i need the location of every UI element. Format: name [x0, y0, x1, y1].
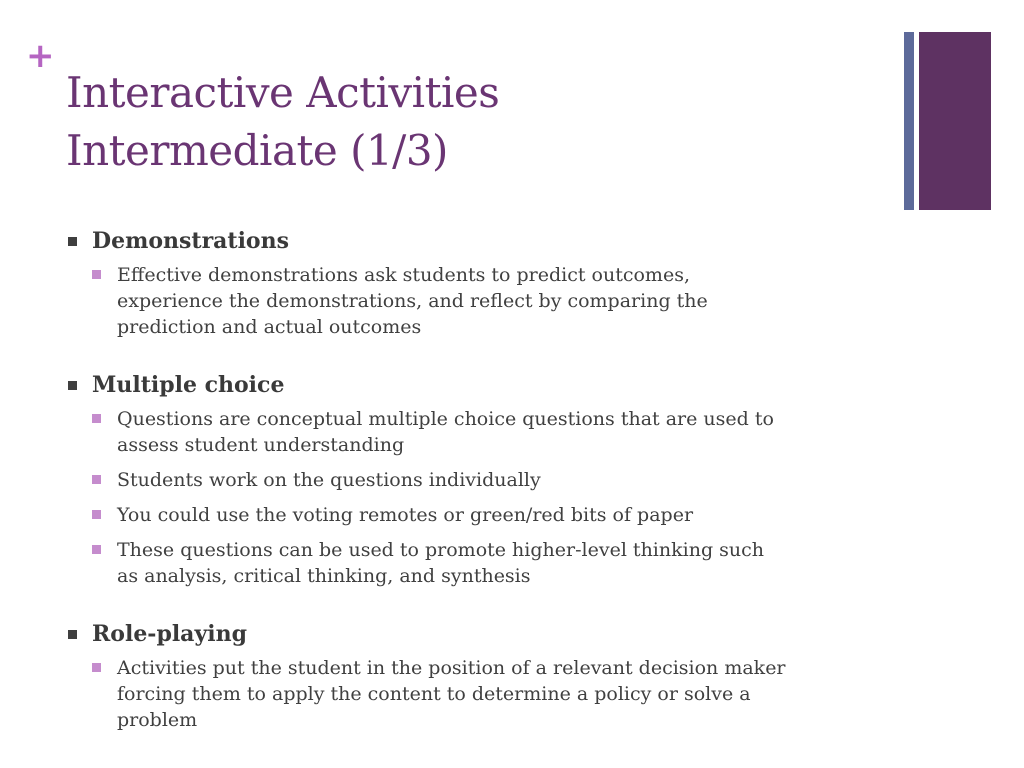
slide-title-line-2: Intermediate (1/3) [66, 126, 448, 175]
sub-bullet [92, 502, 898, 528]
slide-title-line-1: Interactive Activities [66, 68, 500, 117]
section-demonstrations [68, 226, 898, 340]
sub-bullet [92, 262, 898, 340]
bullet-text: experience the demonstrations, and reflect by comparing the [117, 290, 708, 312]
bullet-text: assess student understanding [117, 434, 405, 456]
bullet-text: These questions can be used to promote higher-level thinking such [117, 539, 765, 561]
bullet-text: Students work on the questions individually [117, 469, 541, 491]
bullet-text: Activities put the student in the position of a relevant decision maker [117, 657, 786, 679]
sub-bullet [92, 537, 898, 589]
section-role-playing [68, 619, 898, 733]
bullet-text: prediction and actual outcomes [117, 316, 422, 338]
bullet-text: problem [117, 709, 198, 731]
section-multiple-choice [68, 370, 898, 589]
accent-bar-thick [919, 32, 991, 210]
bullet-text: Questions are conceptual multiple choice questions that are used to [117, 408, 774, 430]
sub-bullet [92, 655, 898, 733]
bullet-heading: Multiple choice [68, 370, 898, 400]
plus-icon: + [26, 36, 55, 76]
bullet-heading: Demonstrations [68, 226, 898, 256]
sub-bullet [92, 406, 898, 458]
bullet-text: You could use the voting remotes or green/red bits of paper [117, 504, 694, 526]
bullet-text: as analysis, critical thinking, and synthesis [117, 565, 531, 587]
sub-bullet [92, 467, 898, 493]
bullet-heading: Role-playing [68, 619, 898, 649]
slide-content [68, 226, 898, 733]
bullet-text: Effective demonstrations ask students to predict outcomes, [117, 264, 690, 286]
slide-title [66, 64, 499, 180]
bullet-text: forcing them to apply the content to determine a policy or solve a [117, 683, 751, 705]
accent-bar-thin [904, 32, 914, 210]
